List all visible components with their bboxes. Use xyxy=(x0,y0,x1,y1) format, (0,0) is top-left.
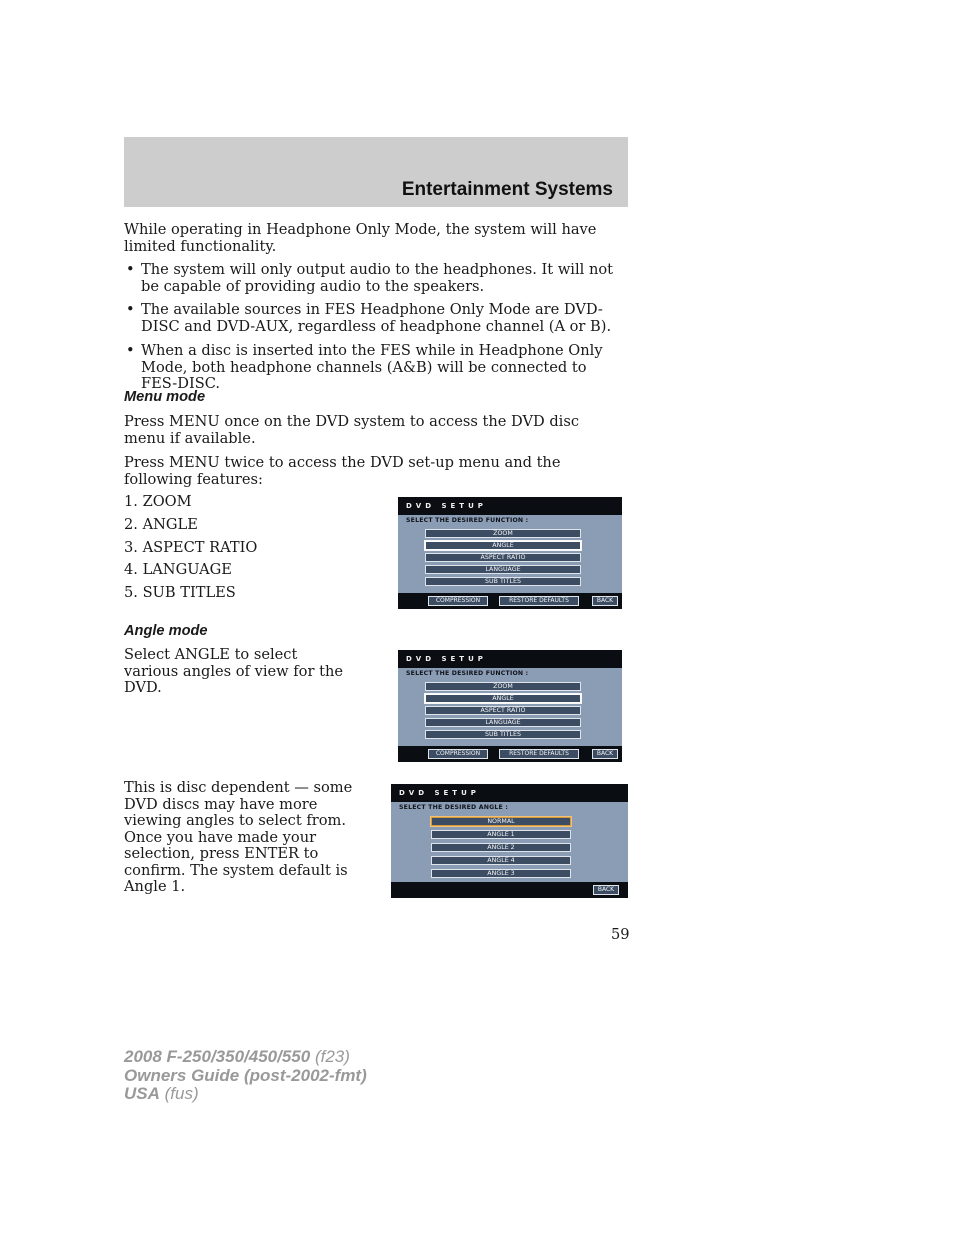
option-aspect-ratio[interactable]: ASPECT RATIO xyxy=(425,706,581,715)
intro-paragraph: While operating in Headphone Only Mode, the system will have limited functionality. xyxy=(124,221,597,255)
option-angle-3[interactable]: ANGLE 3 xyxy=(431,869,571,878)
page-number: 59 xyxy=(611,926,630,943)
screen-prompt: SELECT THE DESIRED ANGLE : xyxy=(399,804,508,811)
option-aspect-ratio[interactable]: ASPECT RATIO xyxy=(425,553,581,562)
screen-footer xyxy=(398,746,622,762)
compression-button[interactable]: COMPRESSION xyxy=(428,596,488,606)
option-sub-titles[interactable]: SUB TITLES xyxy=(425,577,581,586)
screen-prompt: SELECT THE DESIRED FUNCTION : xyxy=(406,670,529,677)
bullet-icon: • xyxy=(126,301,135,318)
compression-button[interactable]: COMPRESSION xyxy=(428,749,488,759)
bullet-item xyxy=(124,262,624,295)
option-angle[interactable]: ANGLE xyxy=(425,541,581,550)
screen-footer xyxy=(391,882,628,898)
screen-footer xyxy=(398,593,622,609)
back-button[interactable]: BACK xyxy=(593,885,619,895)
angle-mode-paragraph: This is disc dependent — some DVD discs may have more viewing angles to select from. Once you have made your selection, press ENTER to confirm. The system default is Angle 1. xyxy=(124,779,353,895)
dvd-angle-screen xyxy=(391,784,628,898)
footer-guide: Owners Guide (post-2002-fmt) xyxy=(124,1065,367,1085)
footer-model-code: (f23) xyxy=(314,1047,350,1066)
option-language[interactable]: LANGUAGE xyxy=(425,565,581,574)
footer-model: 2008 F-250/350/450/550 xyxy=(124,1047,311,1066)
feature-item-angle: 2. ANGLE xyxy=(124,516,198,533)
screen-title: DVD SETUP xyxy=(398,497,622,515)
feature-item-zoom: 1. ZOOM xyxy=(124,493,192,510)
angle-mode-paragraph: Select ANGLE to select various angles of view for the DVD. xyxy=(124,646,343,696)
bullet-text: The available sources in FES Headphone Only Mode are DVD-DISC and DVD-AUX, regardless of headphone channel (A or B). xyxy=(141,301,612,335)
footer-line xyxy=(124,1085,367,1104)
footer-line xyxy=(124,1067,367,1086)
bullet-text: The system will only output audio to the headphones. It will not be capable of providing audio to the speakers. xyxy=(141,261,613,295)
screen-title: DVD SETUP xyxy=(391,784,628,802)
footer-line xyxy=(124,1048,367,1067)
feature-item-language: 4. LANGUAGE xyxy=(124,561,232,578)
footer-market: USA xyxy=(124,1084,160,1103)
option-angle-4[interactable]: ANGLE 4 xyxy=(431,856,571,865)
bullet-item xyxy=(124,343,624,393)
screen-title: DVD SETUP xyxy=(398,650,622,668)
back-button[interactable]: BACK xyxy=(592,596,618,606)
restore-defaults-button[interactable]: RESTORE DEFAULTS xyxy=(499,749,579,759)
bullet-icon: • xyxy=(126,342,135,359)
footer-market-code: (fus) xyxy=(164,1084,199,1103)
feature-item-sub-titles: 5. SUB TITLES xyxy=(124,584,236,601)
section-header-band xyxy=(124,137,628,207)
dvd-setup-screen xyxy=(398,497,622,609)
bullet-item xyxy=(124,302,624,335)
bullet-icon: • xyxy=(126,261,135,278)
bullet-text: When a disc is inserted into the FES while in Headphone Only Mode, both headphone channels (A&B) will be connected to FES-DISC. xyxy=(141,342,603,392)
menu-mode-heading: Menu mode xyxy=(124,389,206,405)
option-angle-1[interactable]: ANGLE 1 xyxy=(431,830,571,839)
dvd-setup-screen xyxy=(398,650,622,762)
feature-item-aspect-ratio: 3. ASPECT RATIO xyxy=(124,539,258,556)
option-zoom[interactable]: ZOOM xyxy=(425,529,581,538)
option-language[interactable]: LANGUAGE xyxy=(425,718,581,727)
option-normal[interactable]: NORMAL xyxy=(431,817,571,826)
screen-prompt: SELECT THE DESIRED FUNCTION : xyxy=(406,517,529,524)
option-zoom[interactable]: ZOOM xyxy=(425,682,581,691)
document-footer xyxy=(124,1048,367,1104)
option-sub-titles[interactable]: SUB TITLES xyxy=(425,730,581,739)
menu-mode-paragraph: Press MENU twice to access the DVD set-up menu and the following features: xyxy=(124,454,561,488)
angle-mode-heading: Angle mode xyxy=(124,623,208,639)
menu-mode-paragraph: Press MENU once on the DVD system to access the DVD disc menu if available. xyxy=(124,413,579,447)
restore-defaults-button[interactable]: RESTORE DEFAULTS xyxy=(499,596,579,606)
option-angle-2[interactable]: ANGLE 2 xyxy=(431,843,571,852)
option-angle[interactable]: ANGLE xyxy=(425,694,581,703)
back-button[interactable]: BACK xyxy=(592,749,618,759)
section-title: Entertainment Systems xyxy=(401,179,613,200)
